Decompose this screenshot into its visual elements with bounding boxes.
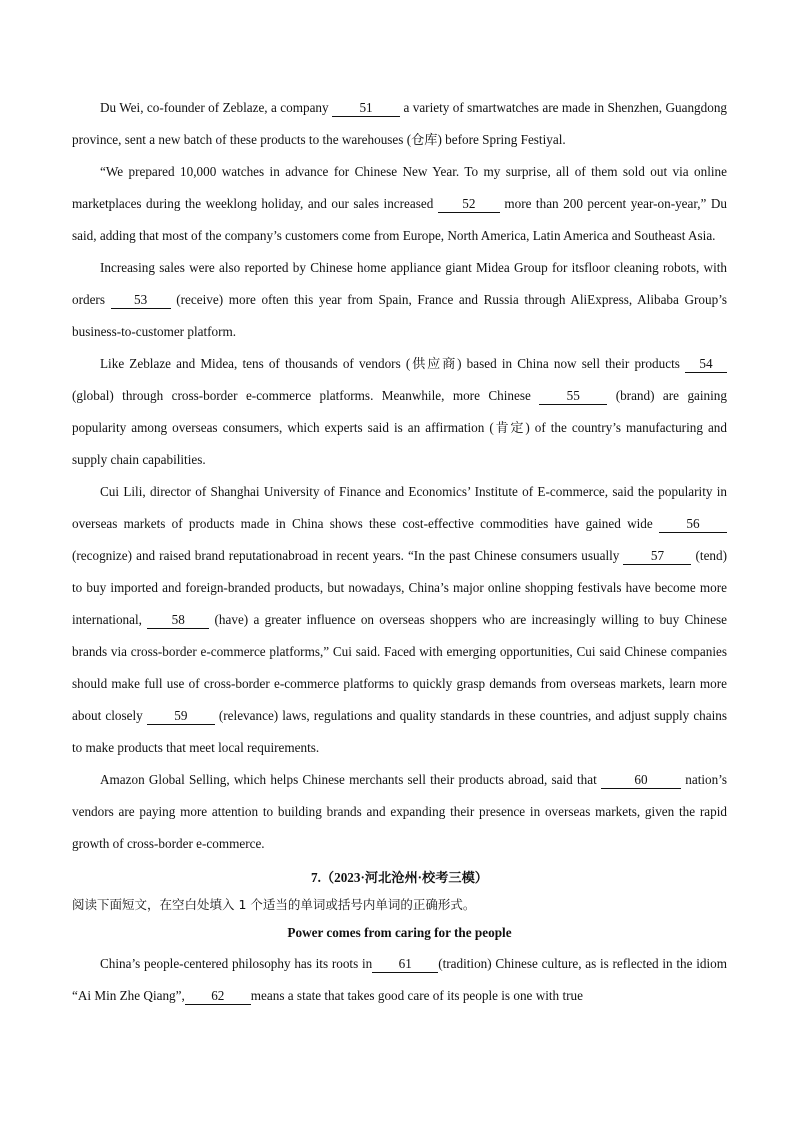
paragraph-6 xyxy=(72,764,727,860)
blank-56: 56 xyxy=(659,516,727,533)
text: Cui Lili, director of Shanghai University of Finance and Economics’ Institute of E-commerce, said the popularity in overseas markets of products made in China shows these cost-effective commodities have gained wide xyxy=(72,484,727,531)
paragraph-4 xyxy=(72,348,727,476)
text: nation’s vendors are paying more attention to building brands and expanding their presence in overseas markets, given the rapid growth of cross-border e-commerce. xyxy=(72,772,728,851)
blank-51: 51 xyxy=(332,100,400,117)
paragraph-3 xyxy=(72,252,727,348)
paragraph-5 xyxy=(72,476,727,764)
question-instruction: 阅读下面短文，在空白处填入 1 个适当的单词或括号内单词的正确形式。 xyxy=(72,897,476,912)
blank-59: 59 xyxy=(147,708,215,725)
passage-title: Power comes from caring for the people xyxy=(287,925,512,940)
text: Amazon Global Selling, which helps Chinese merchants sell their products abroad, said that xyxy=(100,772,597,787)
text: (have) a greater influence on overseas shoppers who are increasingly willing to buy Chinese brands via cross-border e-commerce platforms,” Cui said. Faced with emerging opportunities, Cui said Chinese companies should make full use of cross-border e-commerce platforms to quickly grasp demands from overseas markets, learn more about closely xyxy=(72,612,727,723)
document-page xyxy=(72,92,727,1012)
text: “We prepared 10,000 watches in advance for Chinese New Year. To my surprise, all of them sold out via online marketplaces during the weeklong holiday, and our sales increased xyxy=(72,164,727,211)
paragraph-7 xyxy=(72,948,727,1012)
blank-55: 55 xyxy=(539,388,607,405)
text: (tend) to buy imported and foreign-branded products, but nowadays, China’s major online shopping festivals have become more international, xyxy=(72,548,728,627)
blank-52: 52 xyxy=(438,196,500,213)
paragraph-1 xyxy=(72,92,727,156)
text: Like Zeblaze and Midea, tens of thousands of vendors (供应商) based in China now sell their products xyxy=(100,356,680,371)
blank-54: 54 xyxy=(685,356,727,373)
blank-60: 60 xyxy=(601,772,681,789)
text: (brand) are gaining popularity among overseas consumers, which experts said is an affirmation (肯定) of the country’s manufacturing and supply chain capabilities. xyxy=(72,388,727,467)
text: (global) through cross-border e-commerce platforms. Meanwhile, more Chinese xyxy=(72,388,531,403)
text: means a state that takes good care of its people is one with true xyxy=(250,988,583,1003)
paragraph-2 xyxy=(72,156,727,252)
text: Increasing sales were also reported by Chinese home appliance giant Midea Group for itsfloor cleaning robots, with orders xyxy=(72,260,727,307)
text: (tradition) Chinese culture, as is reflected in the idiom “Ai Min Zhe Qiang”, xyxy=(72,956,727,1003)
text: China’s people-centered philosophy has its roots in xyxy=(100,956,373,971)
text: (relevance) laws, regulations and quality standards in these countries, and adjust supply chains to make products that meet local requirements. xyxy=(72,708,728,755)
text: (receive) more often this year from Spain, France and Russia through AliExpress, Alibaba Group’s business-to-customer platform. xyxy=(72,292,728,339)
question-heading: 7.（2023·河北沧州·校考三模） xyxy=(311,870,488,885)
text: Du Wei, co-founder of Zeblaze, a company xyxy=(100,100,329,115)
blank-57: 57 xyxy=(623,548,691,565)
blank-53: 53 xyxy=(111,292,171,309)
text: a variety of smartwatches are made in Shenzhen, Guangdong province, sent a new batch of these products to the warehouses (仓库) before Spring Festiyal. xyxy=(72,100,728,147)
text: (recognize) and raised brand reputationabroad in recent years. “In the past Chinese consumers usually xyxy=(72,548,620,563)
blank-62: 62 xyxy=(185,988,251,1005)
text: more than 200 percent year-on-year,” Du said, adding that most of the company’s customers come from Europe, North America, Latin America and Southeast Asia. xyxy=(72,196,728,243)
blank-61: 61 xyxy=(372,956,438,973)
blank-58: 58 xyxy=(147,612,209,629)
